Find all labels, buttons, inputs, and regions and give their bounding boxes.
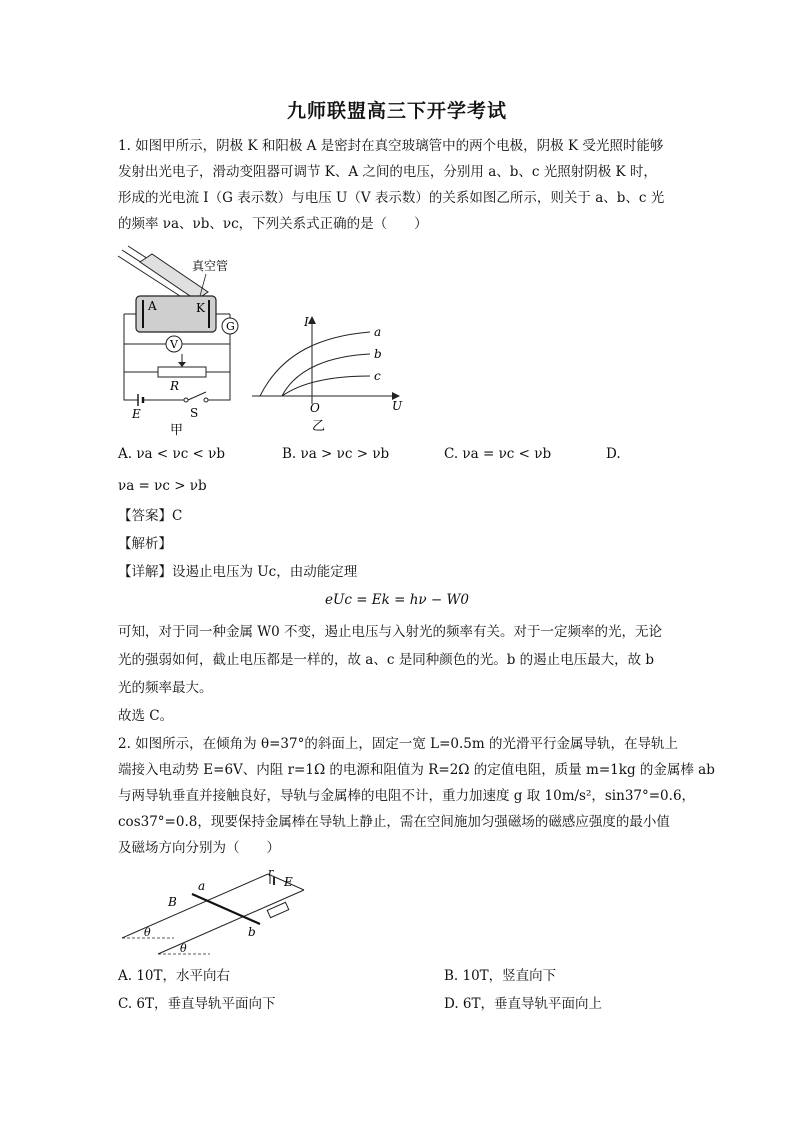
axis-label-i: I: [304, 315, 309, 329]
label-theta-2: θ: [180, 942, 187, 955]
label-R: R: [170, 379, 180, 393]
q1-explain-1: 可知，对于同一种金属 W0 不变，遏止电压与入射光的频率有关。对于一定频率的光，无论: [118, 624, 663, 640]
q2-line-5: 及磁场方向分别为（ ）: [118, 840, 280, 856]
q1-answer: 【答案】C: [118, 508, 183, 524]
q1-option-b[interactable]: B. νa > νc > νb: [282, 446, 390, 462]
q2-line-1: 2. 如图所示，在倾角为 θ=37°的斜面上，固定一宽 L=0.5m 的光滑平行金属导轨，在导轨上: [118, 736, 678, 752]
q1-analysis: 【解析】: [118, 536, 172, 552]
axis-label-u: U: [392, 399, 403, 413]
rheostat: [158, 367, 206, 377]
q2-option-b[interactable]: B. 10T，竖直向下: [444, 968, 557, 984]
label-B: B: [168, 895, 177, 909]
q1-option-d-cont: νa = νc > νb: [118, 478, 207, 494]
q1-line-2: 发射出光电子，滑动变阻器可调节 K、A 之间的电压，分别用 a、b、c 光照射阴极 K 时，: [118, 164, 657, 180]
label-tube: 真空管: [192, 259, 229, 273]
label-A: A: [148, 299, 157, 313]
q1-option-c[interactable]: C. νa = νc < νb: [444, 446, 552, 462]
q1-option-a[interactable]: A. νa < νc < νb: [118, 446, 225, 462]
curve-b: [282, 354, 370, 396]
q2-option-a[interactable]: A. 10T，水平向右: [118, 968, 231, 984]
label-b: b: [248, 925, 256, 939]
q1-explain-2: 光的强弱如何，截止电压都是一样的，故 a、c 是同种颜色的光。b 的遏止电压最大，故 b: [118, 652, 655, 668]
q1-detail: 【详解】设遏止电压为 Uc，由动能定理: [118, 564, 358, 580]
q1-option-d[interactable]: D.: [606, 446, 621, 462]
q1-line-3: 形成的光电流 I（G 表示数）与电压 U（V 表示数）的关系如图乙所示，则关于 a、b、c 光: [118, 190, 665, 206]
curve-label-b: b: [374, 347, 382, 361]
q2-option-d[interactable]: D. 6T，垂直导轨平面向上: [444, 996, 603, 1012]
label-K: K: [196, 301, 205, 315]
iu-graph: [252, 312, 412, 434]
q1-conclusion: 故选 C。: [118, 708, 174, 724]
q2-line-4: cos37°=0.8，现要保持金属棒在导轨上静止，需在空间施加匀强磁场的磁感应强度的最小值: [118, 814, 670, 830]
q1-line-1: 1. 如图甲所示，阴极 K 和阳极 A 是密封在真空玻璃管中的两个电极，阴极 K 受光照时能够: [118, 138, 664, 154]
label-E2: E: [284, 875, 293, 889]
q1-line-4: 的频率 νa、νb、νc，下列关系式正确的是（ ）: [118, 216, 428, 232]
label-V: V: [170, 338, 178, 351]
origin-label: O: [310, 401, 320, 415]
label-r: r: [268, 866, 274, 879]
metal-rod: [192, 894, 260, 924]
curve-label-c: c: [374, 369, 381, 383]
q1-formula: eUc = Ek = hν − W0: [324, 592, 469, 608]
figure-caption-yi: 乙: [312, 419, 326, 434]
page-title: 九师联盟高三下开学考试: [286, 100, 507, 122]
label-E: E: [132, 407, 141, 421]
incline-rail-figure: [118, 866, 308, 956]
label-G: G: [226, 320, 235, 333]
curve-label-a: a: [374, 325, 382, 339]
label-theta-1: θ: [144, 926, 151, 939]
q2-line-2: 端接入电动势 E=6V、内阻 r=1Ω 的电源和阻值为 R=2Ω 的定值电阻，质量 m=1kg 的金属棒 ab: [118, 762, 715, 778]
curve-a: [260, 332, 370, 396]
figure-caption-jia: 甲: [170, 423, 184, 437]
q1-explain-3: 光的频率最大。: [118, 680, 213, 696]
label-S: S: [190, 406, 199, 420]
label-a: a: [198, 879, 206, 893]
q2-line-3: 与两导轨垂直并接触良好，导轨与金属棒的电阻不计，重力加速度 g 取 10m/s²，sin37°=0.6，: [118, 788, 696, 804]
q2-option-c[interactable]: C. 6T，垂直导轨平面向下: [118, 996, 276, 1012]
circuit-figure: [110, 242, 260, 437]
